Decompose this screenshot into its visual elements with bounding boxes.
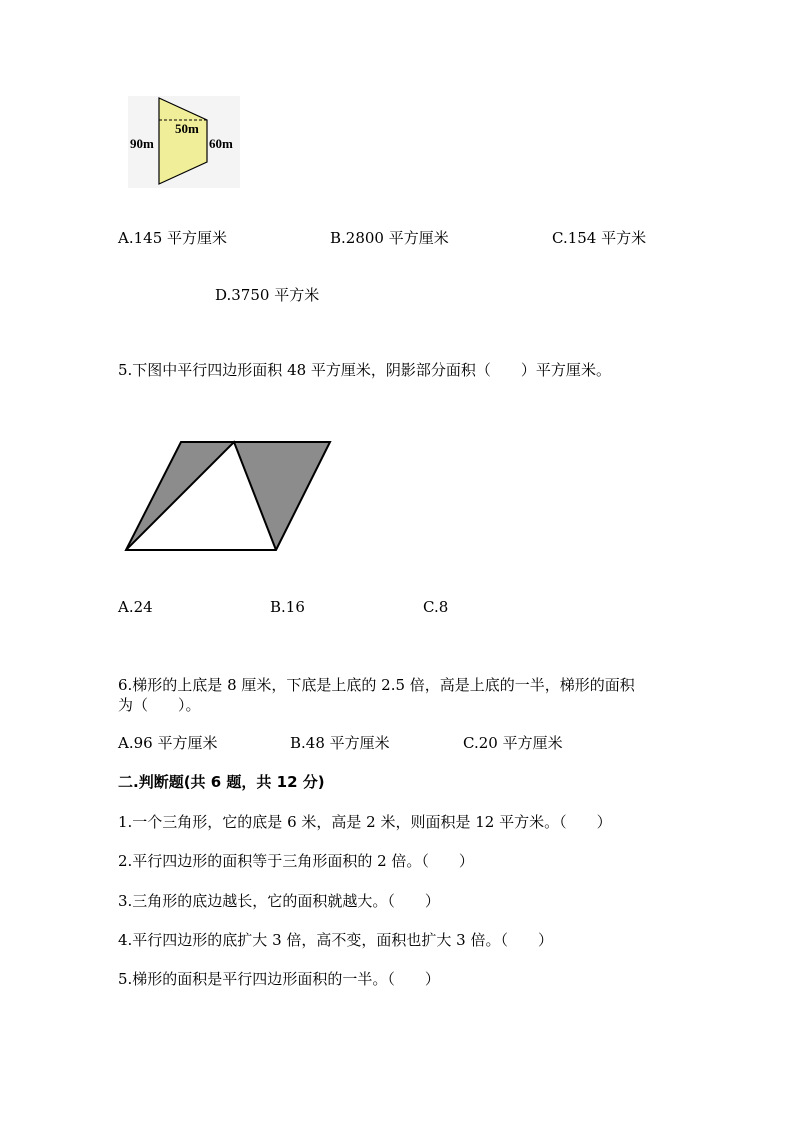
judge-item-1: 1.一个三角形，它的底是 6 米，高是 2 米，则面积是 12 平方米。（ ） xyxy=(118,813,612,831)
q6-option-c[interactable]: C.20 平方厘米 xyxy=(463,734,563,752)
judge-item-4: 4.平行四边形的底扩大 3 倍，高不变，面积也扩大 3 倍。（ ） xyxy=(118,931,553,949)
q4-option-a[interactable]: A.145 平方厘米 xyxy=(118,229,227,247)
q5-option-a[interactable]: A.24 xyxy=(118,598,153,616)
q5-option-c[interactable]: C.8 xyxy=(423,598,449,616)
q4-option-d[interactable]: D.3750 平方米 xyxy=(215,286,320,304)
height-label: 50m xyxy=(175,121,199,136)
judge-item-2: 2.平行四边形的面积等于三角形面积的 2 倍。（ ） xyxy=(118,852,474,870)
q5-question: 5.下图中平行四边形面积 48 平方厘米，阴影部分面积（ ）平方厘米。 xyxy=(118,361,611,379)
judge-item-5: 5.梯形的面积是平行四边形面积的一半。（ ） xyxy=(118,970,440,988)
q6-question-line1: 6.梯形的上底是 8 厘米，下底是上底的 2.5 倍，高是上底的一半，梯形的面积 xyxy=(118,676,635,694)
section2-heading: 二.判断题(共 6 题，共 12 分) xyxy=(118,773,325,791)
q4-option-b[interactable]: B.2800 平方厘米 xyxy=(330,229,449,247)
right-shaded-region xyxy=(234,442,330,550)
judge-item-3: 3.三角形的底边越长，它的面积就越大。（ ） xyxy=(118,892,440,910)
left-side-label: 90m xyxy=(130,136,154,151)
parallelogram-figure xyxy=(118,436,340,558)
q6-option-b[interactable]: B.48 平方厘米 xyxy=(290,734,390,752)
q6-option-a[interactable]: A.96 平方厘米 xyxy=(118,734,218,752)
q6-question-line2: 为（ ）。 xyxy=(118,696,201,714)
q5-option-b[interactable]: B.16 xyxy=(270,598,305,616)
q4-option-c[interactable]: C.154 平方米 xyxy=(552,229,647,247)
trapezoid-figure xyxy=(128,96,240,188)
right-side-label: 60m xyxy=(209,136,233,151)
